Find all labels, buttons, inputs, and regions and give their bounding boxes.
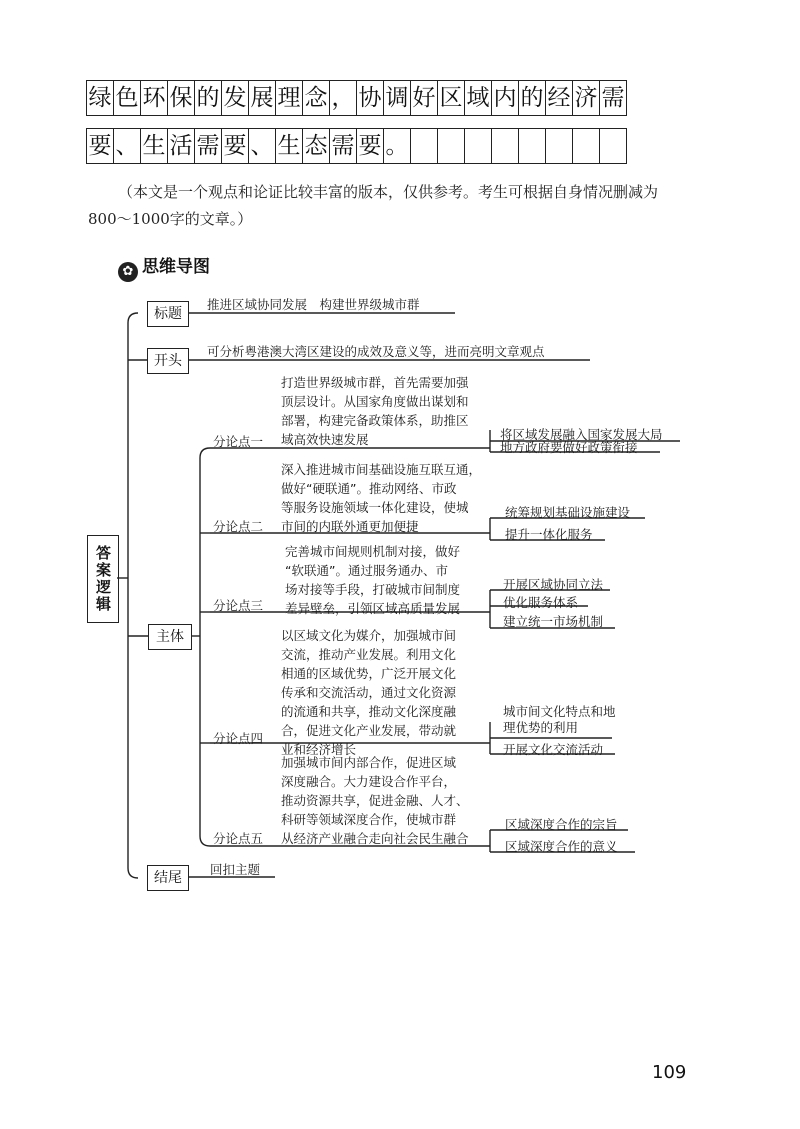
point-4-label: 分论点四 [213,731,264,746]
point-2-label: 分论点二 [213,519,264,534]
grid-cell: 需 [195,129,222,164]
grid-cell: ， [330,81,357,116]
point-3-text: 完善城市间规则机制对接，做好 “软联通”。通过服务通办、市 场对接等手段，打破城市间制度 差异壁垒，引领区域高质量发展 [285,544,461,616]
grid-cell: 好 [411,81,438,116]
grid-cell: 色 [114,81,141,116]
mindmap-heading-text: 思维导图 [142,257,210,277]
essay-note-line-1: （本文是一个观点和论证比较丰富的版本，仅供参考。考生可根据自身情况删减为 [118,183,659,201]
title-text: 推进区域协同发展 构建世界级城市群 [207,297,420,312]
grid-cell: 生 [276,129,303,164]
grid-cell: 调 [384,81,411,116]
grid-cell: 念 [303,81,330,116]
grid-cell: 环 [141,81,168,116]
point-5-text: 加强城市间内部合作，促进区域 深度融合。大力建设合作平台， 推动资源共享，促进金融、人才、 科研等领域深度合作，使城市群 从经济产业融合走向社会民生融合 [281,755,469,846]
point-2-text: 深入推进城市间基础设施互联互通， 做好“硬联通”。推动网络、市政 等服务设施领域一体化建设，使城 市间的内联外通更加便捷 [281,462,482,534]
point-1-item-2: 地方政府要做好政策衔接 [500,440,638,455]
grid-cell: 需 [330,129,357,164]
point-2-item-1: 统筹规划基础设施建设 [505,505,631,520]
point-5-item-2: 区域深度合作的意义 [505,839,618,854]
point-3-item-2: 优化服务体系 [503,595,579,610]
ending-text: 回扣主题 [210,862,261,877]
grid-cell: 保 [168,81,195,116]
essay-note-line-2: 800～1000字的文章。） [88,210,253,228]
grid-cell: 。 [384,129,411,164]
ending-box: 结尾 [147,865,189,891]
point-3-label: 分论点三 [213,598,264,613]
body-box: 主体 [148,624,192,650]
opening-text: 可分析粤港澳大湾区建设的成效及意义等，进而亮明文章观点 [207,344,545,359]
point-2-item-2: 提升一体化服务 [505,527,593,542]
answer-logic-box: 答案逻辑 [87,535,119,623]
grid-cell: 、 [114,129,141,164]
grid-cell: 绿 [87,81,114,116]
grid-cell: 协 [357,81,384,116]
grid-cell: 要 [87,129,114,164]
page-number: 109 [652,1062,687,1083]
grid-cell: 内 [492,81,519,116]
grid-cell: 要 [222,129,249,164]
grid-cell: 、 [249,129,276,164]
grid-cell: 活 [168,129,195,164]
grid-cell: 生 [141,129,168,164]
grid-cell: 展 [249,81,276,116]
grid-cell: 济 [573,81,600,116]
point-4-item-2: 开展文化交流活动 [503,742,604,757]
grid-cell: 的 [195,81,222,116]
point-4-item-1: 城市间文化特点和地理优势的利用 [503,704,616,735]
grid-cell: 的 [519,81,546,116]
point-3-item-3: 建立统一市场机制 [503,614,604,629]
opening-box: 开头 [147,348,189,374]
point-1-item-1: 将区域发展融入国家发展大局 [500,427,663,442]
point-3-item-1: 开展区域协同立法 [503,577,604,592]
grid-cell: 态 [303,129,330,164]
grid-cell: 理 [276,81,303,116]
grid-cell: 要 [357,129,384,164]
grid-cell: 发 [222,81,249,116]
grid-cell: 经 [546,81,573,116]
grid-cell: 域 [465,81,492,116]
grid-cell: 区 [438,81,465,116]
point-4-text: 以区域文化为媒介，加强城市间 交流，推动产业发展。利用文化 相通的区域优势，广泛开展文化 传承和交流活动，通过文化资源 的流通和共享，推动文化深度融 合，促进文化产业发展，带动就 业和经济增长 [281,628,457,757]
point-1-text: 打造世界级城市群，首先需要加强 顶层设计。从国家角度做出谋划和 部署，构建完备政策体系，助推区 域高效快速发展 [281,375,469,447]
title-box: 标题 [147,301,189,327]
flower-icon: ✿ [118,262,138,282]
point-5-label: 分论点五 [213,831,264,846]
point-5-item-1: 区域深度合作的宗旨 [505,817,618,832]
point-1-label: 分论点一 [213,434,264,449]
grid-cell: 需 [600,81,627,116]
